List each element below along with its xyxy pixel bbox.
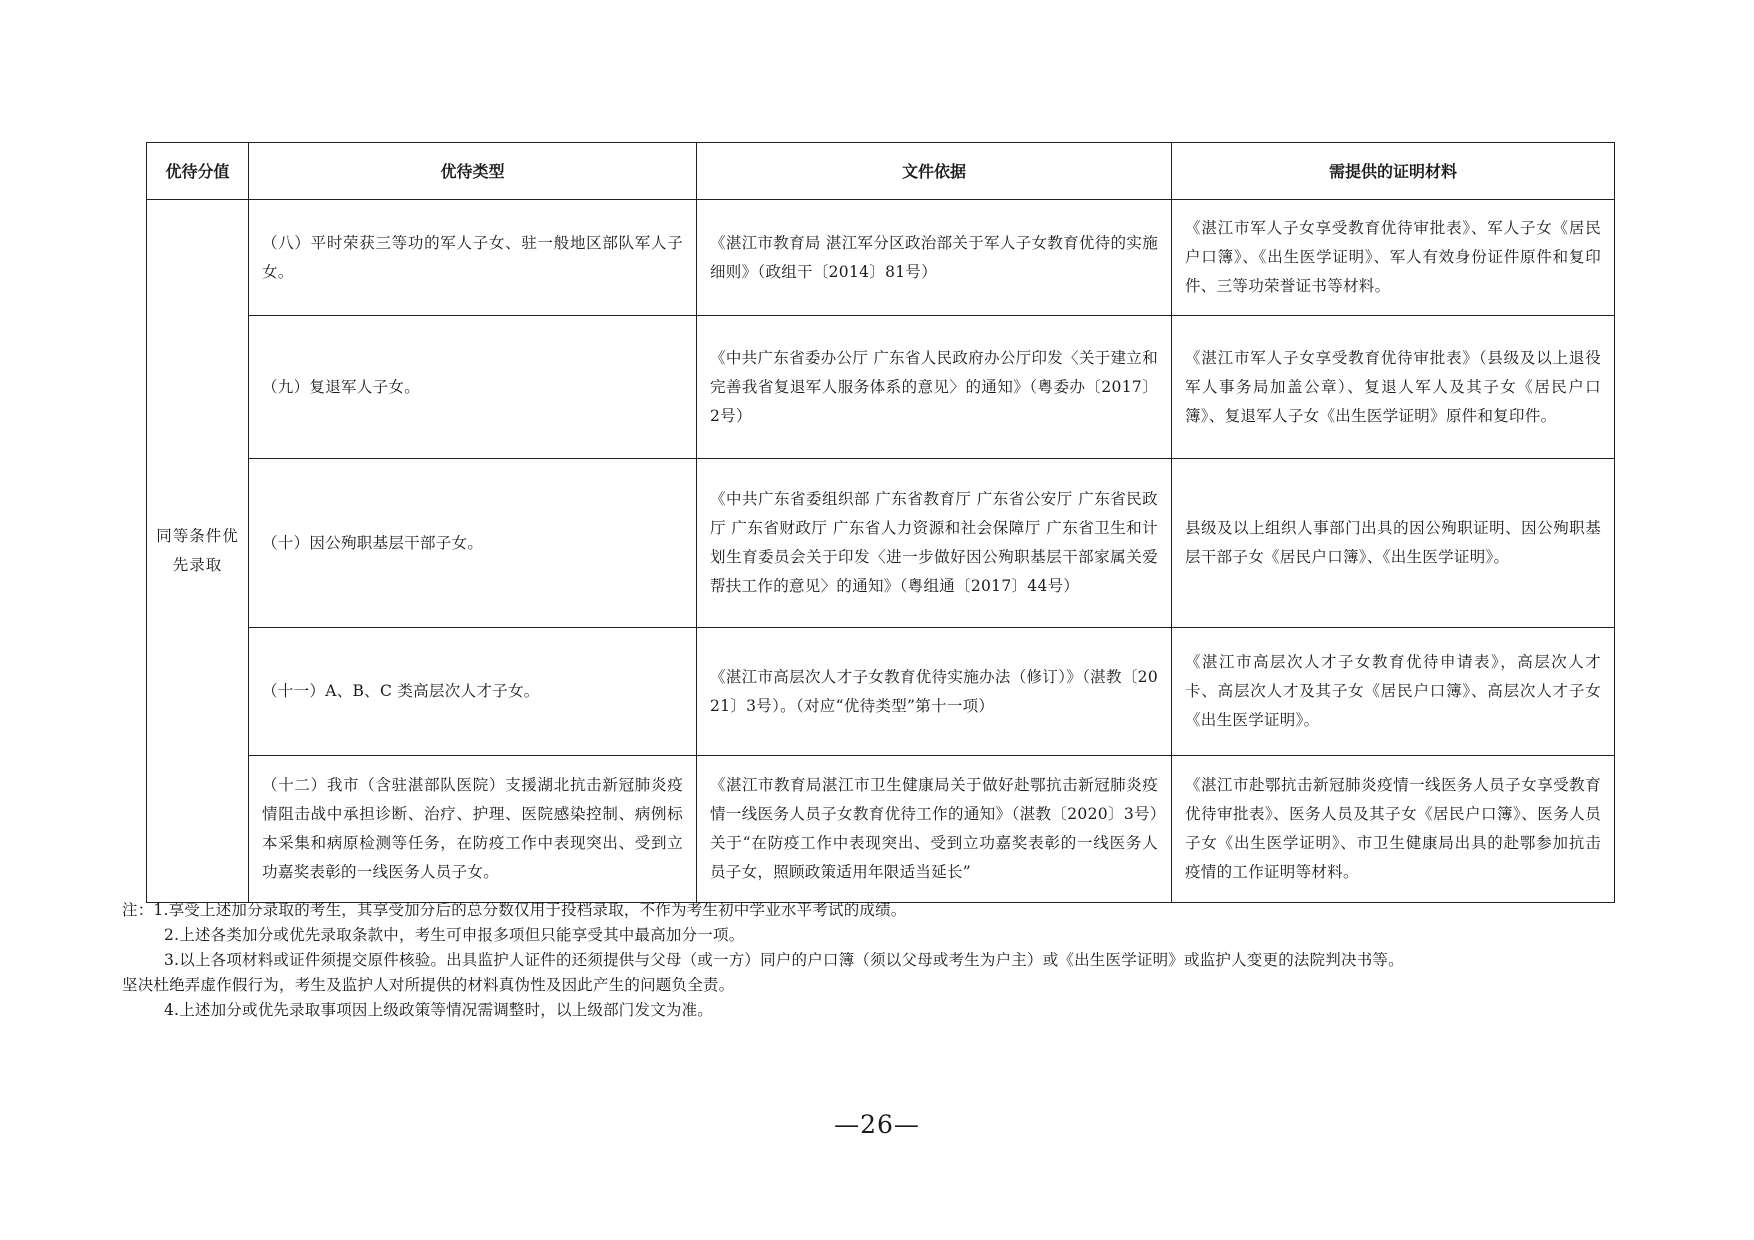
note-3-continued: 坚决杜绝弄虚作假行为，考生及监护人对所提供的材料真伪性及因此产生的问题负全责。 — [122, 976, 735, 994]
table-row — [147, 628, 1615, 756]
type-cell: （十）因公殉职基层干部子女。 — [249, 459, 697, 628]
materials-cell: 县级及以上组织人事部门出具的因公殉职证明、因公殉职基层干部子女《居民户口簿》、《出生医学证明》。 — [1172, 459, 1615, 628]
policy-table — [146, 142, 1615, 903]
basis-cell: 《中共广东省委组织部 广东省教育厅 广东省公安厅 广东省民政厅 广东省财政厅 广东省人力资源和社会保障厅 广东省卫生和计划生育委员会关于印发〈进一步做好因公殉职基层干部家属关爱帮扶工作的意见〉的通知》（粤组通〔2017〕44号） — [697, 459, 1172, 628]
materials-cell: 《湛江市高层次人才子女教育优待申请表》，高层次人才卡、高层次人才及其子女《居民户口簿》、高层次人才子女《出生医学证明》。 — [1172, 628, 1615, 756]
table-row — [147, 756, 1615, 903]
basis-cell: 《湛江市教育局 湛江军分区政治部关于军人子女教育优待的实施细则》（政组干〔2014〕81号） — [697, 200, 1172, 316]
note-2: 2.上述各类加分或优先录取条款中，考生可申报多项但只能享受其中最高加分一项。 — [164, 926, 745, 944]
header-score: 优待分值 — [147, 143, 249, 200]
table-header-row — [147, 143, 1615, 200]
table-row — [147, 316, 1615, 459]
header-type: 优待类型 — [249, 143, 697, 200]
header-materials: 需提供的证明材料 — [1172, 143, 1615, 200]
note-3: 3.以上各项材料或证件须提交原件核验。出具监护人证件的还须提供与父母（或一方）同户的户口簿（须以父母或考生为户主）或《出生医学证明》或监护人变更的法院判决书等。 — [164, 951, 1404, 969]
score-cell: 同等条件优先录取 — [147, 200, 249, 903]
note-1: 注：1.享受上述加分录取的考生，其享受加分后的总分数仅用于投档录取，不作为考生初中学业水平考试的成绩。 — [122, 901, 907, 919]
note-4: 4.上述加分或优先录取事项因上级政策等情况需调整时，以上级部门发文为准。 — [164, 1001, 713, 1019]
basis-cell: 《湛江市高层次人才子女教育优待实施办法（修订）》（湛教〔2021〕3号）。（对应“优待类型”第十一项） — [697, 628, 1172, 756]
type-cell: （九）复退军人子女。 — [249, 316, 697, 459]
table-row — [147, 200, 1615, 316]
basis-cell: 《湛江市教育局湛江市卫生健康局关于做好赴鄂抗击新冠肺炎疫情一线医务人员子女教育优待工作的通知》（湛教〔2020〕3号）关于“在防疫工作中表现突出、受到立功嘉奖表彰的一线医务人员子女，照顾政策适用年限适当延长” — [697, 756, 1172, 903]
materials-cell: 《湛江市军人子女享受教育优待审批表》、军人子女《居民户口簿》、《出生医学证明》、军人有效身份证件原件和复印件、三等功荣誉证书等材料。 — [1172, 200, 1615, 316]
materials-cell: 《湛江市军人子女享受教育优待审批表》（县级及以上退役军人事务局加盖公章）、复退人军人及其子女《居民户口簿》、复退军人子女《出生医学证明》原件和复印件。 — [1172, 316, 1615, 459]
type-cell: （八）平时荣获三等功的军人子女、驻一般地区部队军人子女。 — [249, 200, 697, 316]
basis-cell: 《中共广东省委办公厅 广东省人民政府办公厅印发〈关于建立和完善我省复退军人服务体系的意见〉的通知》（粤委办〔2017〕2号） — [697, 316, 1172, 459]
table-row — [147, 459, 1615, 628]
type-cell: （十二）我市（含驻湛部队医院）支援湖北抗击新冠肺炎疫情阻击战中承担诊断、治疗、护理、医院感染控制、病例标本采集和病原检测等任务，在防疫工作中表现突出、受到立功嘉奖表彰的一线医务人员子女。 — [249, 756, 697, 903]
notes — [122, 898, 1642, 1023]
materials-cell: 《湛江市赴鄂抗击新冠肺炎疫情一线医务人员子女享受教育优待审批表》、医务人员及其子女《居民户口簿》、医务人员子女《出生医学证明》、市卫生健康局出具的赴鄂参加抗击疫情的工作证明等材料。 — [1172, 756, 1615, 903]
page-number: —26— — [834, 1110, 920, 1139]
header-basis: 文件依据 — [697, 143, 1172, 200]
type-cell: （十一）A、B、C 类高层次人才子女。 — [249, 628, 697, 756]
